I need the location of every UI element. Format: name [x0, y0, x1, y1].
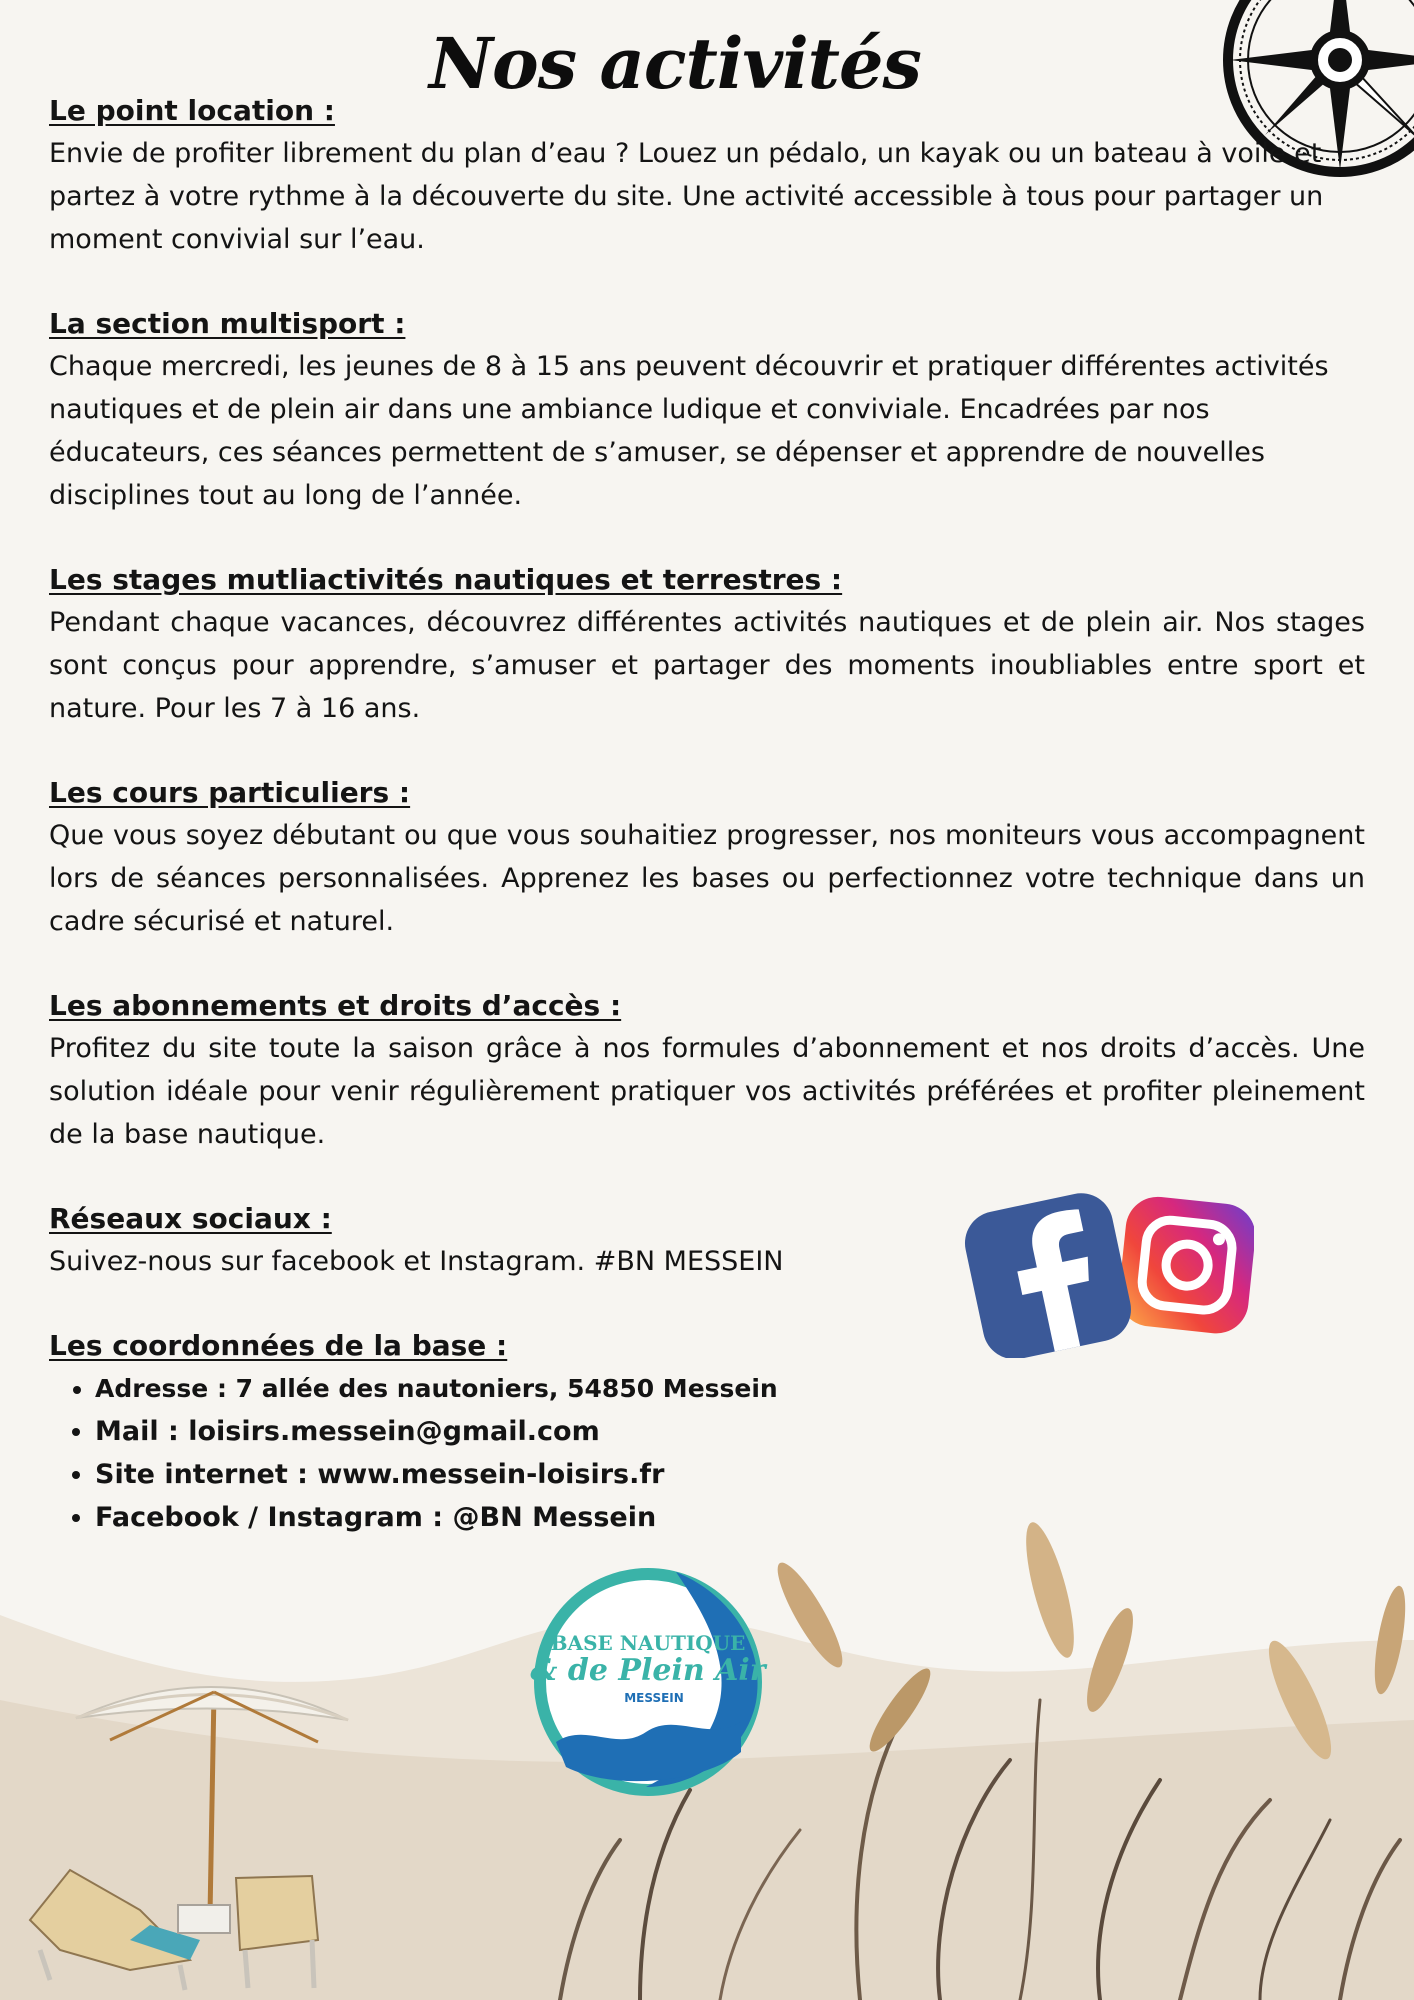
section-heading: Les stages mutliactivités nautiques et terrestres :	[49, 563, 843, 596]
section-abonnements	[49, 985, 1365, 1156]
section-body: Chaque mercredi, les jeunes de 8 à 15 ans peuvent découvrir et pratiquer différentes activités nautiques et de plein air dans une ambiance ludique et conviviale. Encadrées par nos éducateurs, ces séances permettent de s’amuser, se dépenser et apprendre de nouvelles disciplines tout au long de l’année.	[49, 351, 1329, 511]
contact-website: • Site internet : www.messein-loisirs.fr	[95, 1453, 1365, 1496]
section-body: Profitez du site toute la saison grâce à nos formules d’abonnement et nos droits d’accès. Une solution idéale pour venir régulièrement pratiquer vos activités préférées et profiter pleinement de la base nautique.	[49, 1033, 1365, 1150]
section-body: Envie de profiter librement du plan d’eau ? Louez un pédalo, un kayak ou un bateau à voile et partez à votre rythme à la découverte du site. Une activité accessible à tous pour partager un moment convivial sur l’eau.	[49, 138, 1324, 255]
contact-list	[49, 1367, 1365, 1539]
section-body: Pendant chaque vacances, découvrez différentes activités nautiques et de plein air. Nos stages sont conçus pour apprendre, s’amuser et partager des moments inoubliables entre sport et nature. Pour les 7 à 16 ans.	[49, 607, 1365, 724]
section-cours	[49, 772, 1365, 943]
section-stages	[49, 559, 1365, 730]
logo-line3: MESSEIN	[624, 1691, 684, 1705]
logo	[526, 1552, 771, 1797]
instagram-icon[interactable]	[1116, 1194, 1254, 1337]
section-heading: Les abonnements et droits d’accès :	[49, 989, 622, 1022]
section-body: Que vous soyez débutant ou que vous souhaitiez progresser, nos moniteurs vous accompagnent lors de séances personnalisées. Apprenez les bases ou perfectionnez votre technique dans un cadre sécurisé et naturel.	[49, 820, 1365, 937]
logo-line2: & de Plein Air	[530, 1653, 766, 1688]
section-heading: Le point location :	[49, 94, 335, 127]
logo-line1: BASE NAUTIQUE	[550, 1631, 746, 1655]
page-title: Nos activités	[429, 22, 921, 105]
section-location	[49, 90, 1365, 261]
section-heading: La section multisport :	[49, 307, 406, 340]
contact-mail: • Mail : loisirs.messein@gmail.com	[95, 1410, 1365, 1453]
section-multisport	[49, 303, 1365, 517]
section-heading: Réseaux sociaux :	[49, 1202, 332, 1235]
contact-address: • Adresse : 7 allée des nautoniers, 54850 Messein	[95, 1367, 1365, 1410]
contact-social: • Facebook / Instagram : @BN Messein	[95, 1496, 1365, 1539]
section-heading: Les coordonnées de la base :	[49, 1329, 508, 1362]
section-body: Suivez-nous sur facebook et Instagram. #BN MESSEIN	[49, 1246, 784, 1277]
facebook-icon[interactable]	[959, 1187, 1137, 1358]
section-heading: Les cours particuliers :	[49, 776, 411, 809]
social-icons	[954, 1186, 1254, 1358]
